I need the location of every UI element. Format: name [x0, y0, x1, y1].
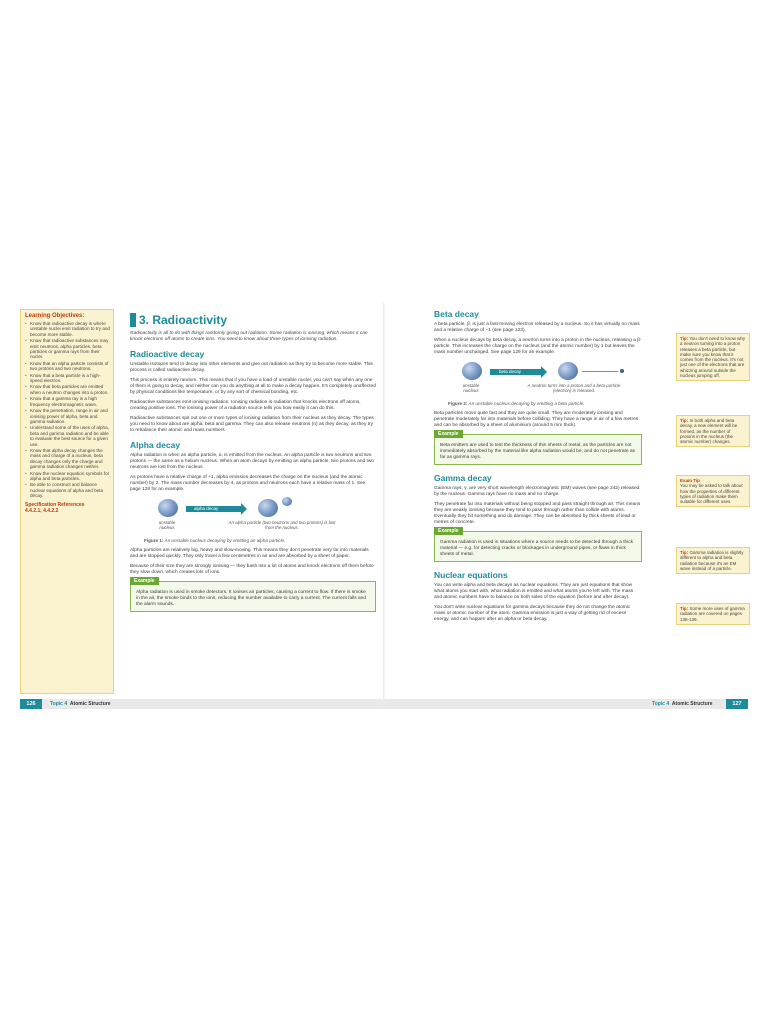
beta-decay-arrow — [490, 369, 542, 375]
paragraph: Alpha particles are relatively big, heavy and slow-moving. This means they don't penetrate very far into materials and are stopped quickly. They only travel a few centimetres in air and are absorbed by a sheet of paper. — [130, 548, 369, 559]
example-box — [434, 528, 642, 562]
heading-alpha-decay: Alpha decay — [130, 440, 181, 450]
title-accent — [130, 313, 136, 327]
example-text: Beta emitters are used to test the thickness of thin sheets of metal, as the particles are not immediately absorbed by the material like alpha radiation would be, and do not penetrate as far as gamma rays. — [440, 443, 635, 460]
paragraph: Gamma rays, γ, are very short wavelength electromagnetic (EM) waves (see page 242) released by the nucleus. Gamma rays have no mass and no charge. — [434, 486, 640, 497]
page-number: 126 — [20, 699, 42, 709]
objective-item: • Know that a gamma ray is a high frequency electromagnetic wave. — [25, 396, 110, 407]
arrow-label: beta decay — [499, 369, 522, 374]
alpha-decay-arrow — [186, 506, 242, 512]
page-number: 127 — [726, 699, 748, 709]
heading-nuclear-equations: Nuclear equations — [434, 570, 508, 580]
heading-gamma-decay: Gamma decay — [434, 473, 492, 483]
beta-particle-image — [620, 369, 624, 373]
learning-objectives-box — [20, 309, 114, 694]
unstable-nucleus-label: unstable nucleus — [158, 520, 176, 530]
chapter-intro: Radioactivity is all to do with things randomly giving out radiation. Some radiation is ionising, which means it can knock electrons off atoms to create ions. You need to know about three types of ionising radiation. — [130, 331, 368, 342]
paragraph: A beta particle, β, is just a fast-moving electron released by a nucleus. So it has virtually no mass and a relative charge of −1 (see page 123). — [434, 322, 640, 333]
paragraph: You can write alpha and beta decays as nuclear equations. They are just equations that show what atoms you start with, what radiation is emitted and what atoms you're left with. The mass and atomic numbers have to balance on both sides of the equation (before and after decay). — [434, 583, 634, 600]
product-nucleus-image — [558, 362, 578, 380]
paragraph: Unstable isotopes tend to decay into other elements and give out radiation as they try to become more stable. This process is called radioactive decay. — [130, 362, 373, 373]
paragraph: Radioactive substances emit ionising radiation. Ionising radiation is radiation that knocks electrons off atoms, creating positive ions. The ionising power of a radiation source tells you how easily it can do this. — [130, 400, 361, 411]
objective-item: • Know that alpha decay changes the mass and charge of a nucleus, beta decay changes only the charge and gamma radiation changes neither. — [25, 448, 110, 470]
paragraph: Radioactive substances spit out one or more types of ionising radiation from their nucleus as they decay. The types you need to know about are alpha, beta and gamma. They can also release neutrons (n) as they decay, as they try to rebalance their atomic and mass numbers. — [130, 416, 374, 433]
paragraph: As protons have a relative charge of +1, alpha emission decreases the charge on the nucleus (and the atomic number) by 2. The mass number decreases by 4, as protons and neutrons each have a relative mass of 1. See page 128 for an example. — [130, 475, 366, 492]
example-tag: Example — [434, 527, 463, 535]
beta-product-label: A neutron turns into a proton and a beta particle (electron) is released. — [527, 383, 621, 393]
tip-box: Tip: You don't need to know why a neutron turning into a proton releases a beta particle, but make sure you know that it comes from the nucleus. It's not just one of the electrons that are whizzing around outside the nucleus jumping off. — [676, 333, 750, 381]
objective-item: • Know that radioactive substances may emit neutrons, alpha particles, beta particles or gamma rays from their nuclei. — [25, 338, 110, 360]
beta-particle-path — [582, 371, 618, 372]
objective-item: • Know the penetration, range in air and ionising power of alpha, beta and gamma radiation. — [25, 408, 110, 424]
objective-item: • Know that an alpha particle consists of two protons and two neutrons. — [25, 361, 110, 372]
example-text: Gamma radiation is used in situations where a source needs to be detected through a thick material — e.g. for detecting cracks or blockages in underground pipes, or flaws in thick sheets of metal. — [440, 540, 634, 557]
alpha-decay-figure — [130, 497, 376, 535]
objective-item: • Understand some of the uses of alpha, beta and gamma radiation and be able to evaluate the best source for a given use. — [25, 425, 110, 447]
unstable-nucleus-image — [462, 362, 482, 380]
alpha-product-label: An alpha particle (two neutrons and two protons) is lost from the nucleus. — [228, 520, 336, 530]
paragraph: Alpha radiation is when an alpha particle, α, is emitted from the nucleus. An alpha particle is two neutrons and two protons — the same as a helium nucleus. When an atom decays by emitting an alpha particle, two protons and two neutrons are lost from the nucleus. — [130, 453, 374, 470]
right-page — [384, 303, 748, 709]
paragraph: They penetrate far into materials without being stopped and pass straight through air. This means they are weakly ionising because they tend to pass through rather than collide with atoms. Eventually they hit something and do damage. They can be absorbed by thick sheets of lead or metres of concrete. — [434, 502, 641, 525]
objective-item: • Know that a beta particle is a high-speed electron. — [25, 373, 110, 384]
alpha-particle-image — [282, 497, 292, 506]
left-page — [20, 303, 384, 709]
textbook-spread — [20, 303, 748, 709]
left-main-column — [130, 303, 376, 616]
paragraph: This process is entirely random. This means that if you have a load of unstable nuclei, you can't say when any one of them is going to decay, and neither can you do anything at all to make a decay happen. It's completely unaffected by physical conditions like temperature, or by any sort of chemical bonding, etc. — [130, 378, 376, 395]
figure-caption: Figure 1: An unstable nucleus decaying by emitting an alpha particle. — [144, 538, 286, 543]
figure-caption: Figure 2: An unstable nucleus decaying by emitting a beta particle. — [448, 401, 585, 406]
unstable-nucleus-label: unstable nucleus — [462, 383, 480, 393]
learning-objectives-title: Learning Objectives: — [25, 313, 85, 319]
arrow-label: alpha decay — [194, 506, 219, 511]
spec-references-title: Specification References — [25, 501, 85, 508]
paragraph: Because of their size they are strongly ionising — they bash into a lot of atoms and knock electrons off them before they slow down, which creates lots of ions. — [130, 564, 374, 575]
example-text: Alpha radiation is used in smoke detectors. It ionises air particles, causing a current to flow. If there is smoke in the air, the smoke binds to the ions, reducing the number available to carry a current. The current falls and the alarm sounds. — [136, 590, 367, 607]
paragraph: When a nucleus decays by beta decay, a neutron turns into a proton in the nucleus, releasing a β-particle. This increases the charge on the nucleus (and the atomic number) by 1 but leaves the mass number unchanged. See page 129 for an example. — [434, 338, 642, 355]
heading-radioactive-decay: Radioactive decay — [130, 349, 205, 359]
example-box — [130, 578, 376, 612]
footer-topic: Topic 4 Atomic Structure — [50, 701, 111, 707]
tip-box: Tip: Some more uses of gamma radiation are covered on pages 138-139. — [676, 603, 750, 625]
right-main-column — [434, 303, 642, 627]
objective-item: • Be able to construct and balance nuclear equations of alpha and beta decay. — [25, 482, 110, 498]
unstable-nucleus-image — [158, 499, 178, 517]
paragraph: Beta particles move quite fast and they are quite small. They are moderately ionising and penetrate moderately far into materials before colliding. They have a range in air of a few metres and can be absorbed by a sheet of aluminium (around 5 mm thick). — [434, 411, 639, 428]
spec-references: 4.4.2.1, 4.4.2.2 — [25, 507, 59, 514]
objective-item: • Know that beta particles are emitted when a neutron changes into a proton. — [25, 384, 110, 395]
learning-objectives-list — [21, 321, 113, 499]
tip-box: Tip: In both alpha and beta decay, a new element will be formed, as the number of protons in the nucleus (the atomic number) changes. — [676, 415, 750, 447]
objective-item: • Know that radioactive decay is where unstable nuclei emit radiation to try and become more stable. — [25, 321, 110, 337]
exam-tip-box: Exam Tip You may be asked to talk about how the properties of different types of radiation make them suitable for different uses. — [676, 475, 750, 507]
example-box — [434, 431, 642, 465]
heading-beta-decay: Beta decay — [434, 309, 479, 319]
tip-box: Tip: Gamma radiation is slightly different to alpha and beta radiation because it's an EM wave instead of a particle. — [676, 547, 750, 574]
beta-decay-figure — [434, 360, 642, 398]
example-tag: Example — [434, 430, 463, 438]
product-nucleus-image — [258, 499, 278, 517]
objective-item: • Know the nuclear equation symbols for alpha and beta particles. — [25, 471, 110, 482]
example-tag: Example — [130, 577, 159, 585]
paragraph: You don't write nuclear equations for gamma decays because they do not change the atomic mass or atomic number of the atom. Gamma emission is just a way of getting rid of excess energy, and can happen after an alpha or beta decay. — [434, 605, 631, 622]
footer-topic: Topic 4 Atomic Structure — [652, 701, 713, 707]
chapter-title: 3. Radioactivity — [130, 313, 376, 327]
